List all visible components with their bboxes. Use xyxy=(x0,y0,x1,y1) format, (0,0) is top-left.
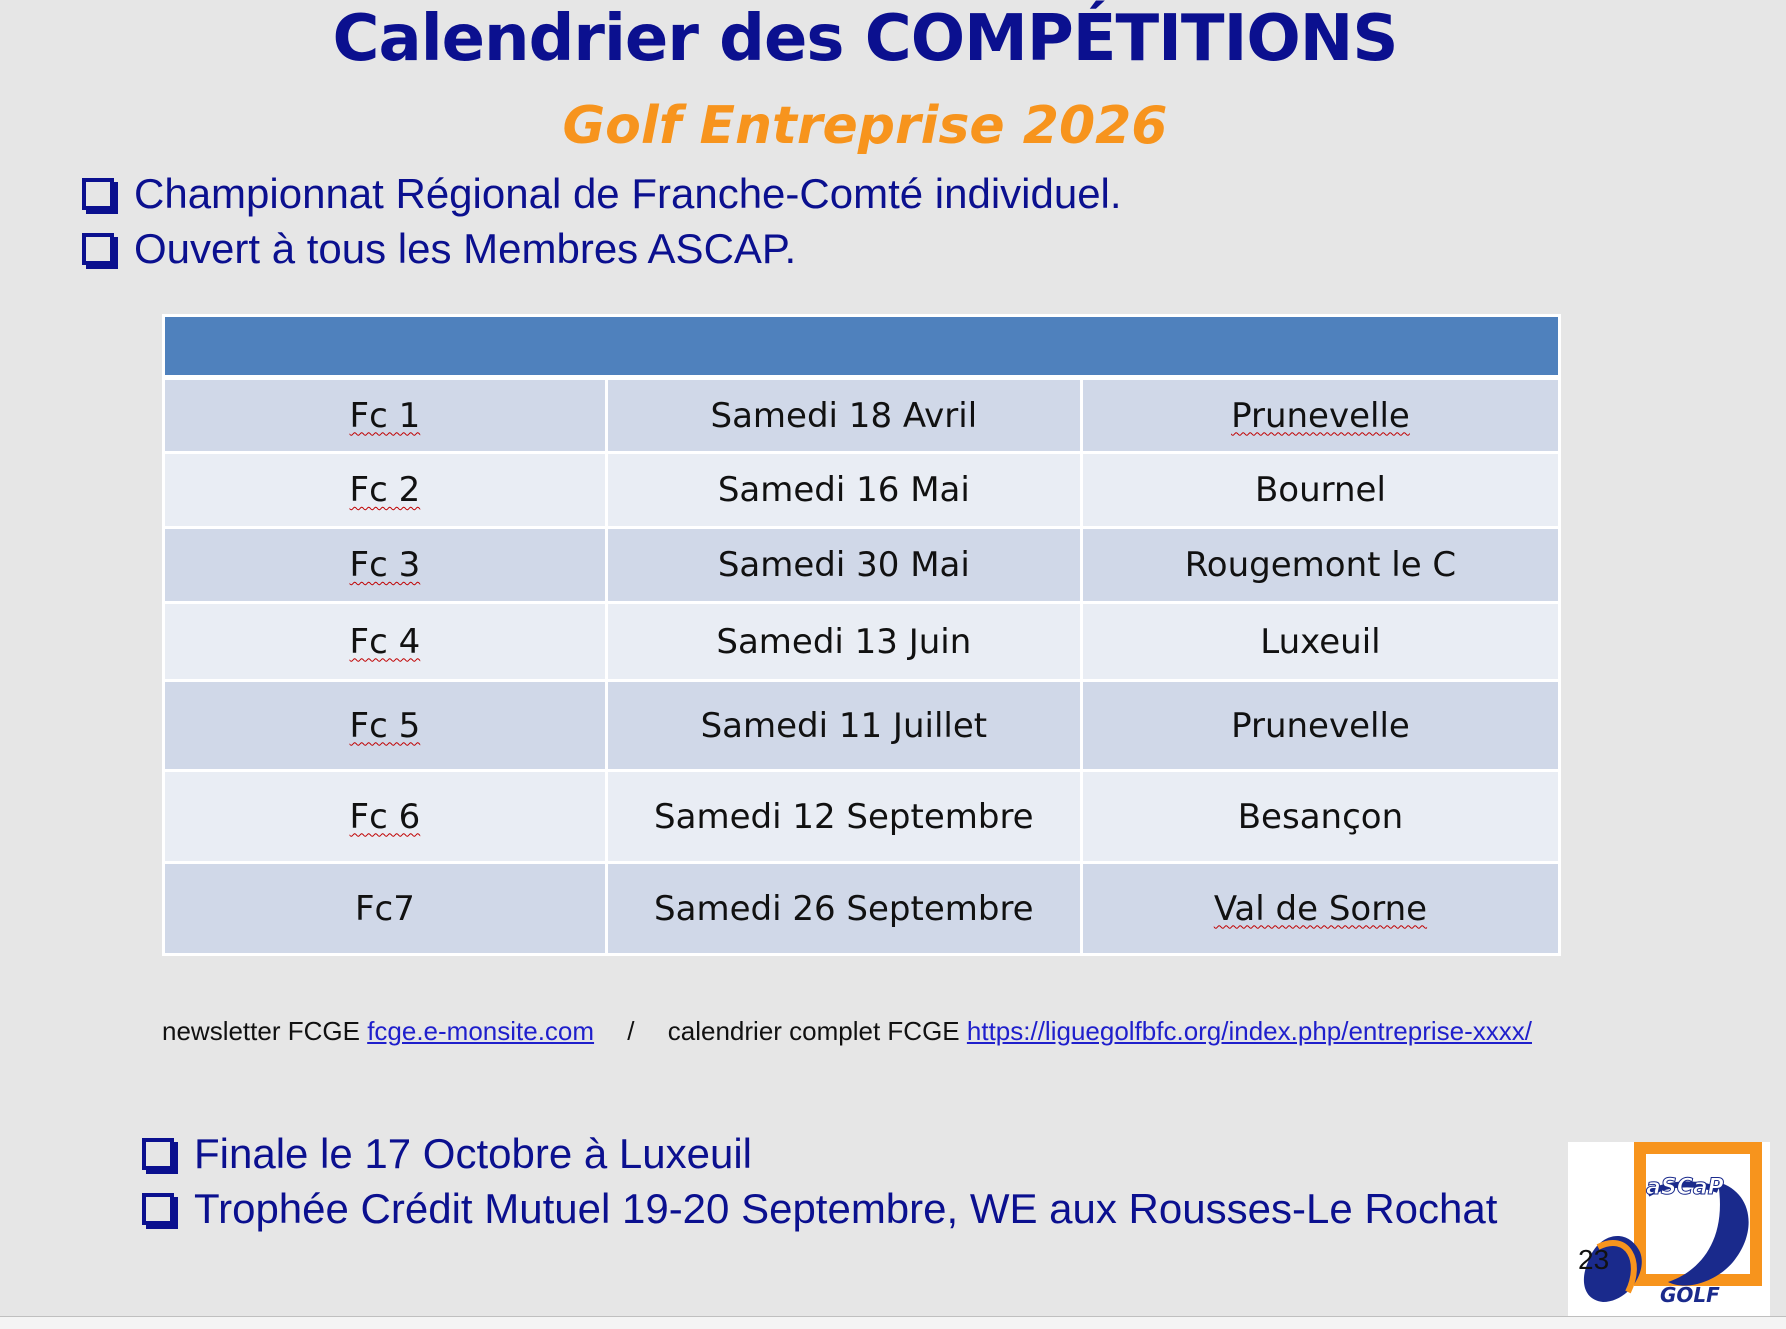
intro-bullet-list xyxy=(82,166,1122,276)
event-id-cell: Fc7 xyxy=(164,863,607,955)
table-row xyxy=(164,378,1560,453)
bullet-item xyxy=(142,1181,1497,1236)
date-cell: Samedi 12 Septembre xyxy=(606,771,1081,863)
newsletter-link[interactable]: fcge.e-monsite.com xyxy=(367,1016,595,1046)
event-id-cell: Fc 3 xyxy=(164,528,607,603)
bullet-text: Championnat Régional de Franche-Comté individuel. xyxy=(134,169,1122,217)
table-row xyxy=(164,863,1560,955)
logo-top-text: aSCaP xyxy=(1646,1175,1724,1200)
bottom-edge xyxy=(0,1316,1786,1329)
bullet-item xyxy=(142,1126,1497,1181)
bullet-text: Ouvert à tous les Membres ASCAP. xyxy=(134,224,797,272)
bullet-item xyxy=(82,166,1122,221)
bullet-item xyxy=(82,221,1122,276)
links-separator: / xyxy=(627,1016,635,1046)
logo-graphic xyxy=(1568,1142,1770,1316)
bullet-text: Finale le 17 Octobre à Luxeuil xyxy=(194,1129,752,1177)
venue-cell: Val de Sorne xyxy=(1081,863,1559,955)
date-cell: Samedi 26 Septembre xyxy=(606,863,1081,955)
event-id-cell: Fc 4 xyxy=(164,603,607,681)
event-id-cell: Fc 2 xyxy=(164,453,607,528)
venue-cell: Bournel xyxy=(1081,453,1559,528)
links-line xyxy=(162,1016,1532,1047)
newsletter-label: newsletter FCGE xyxy=(162,1016,360,1046)
table-header-row xyxy=(164,316,1560,378)
checkbox-bullet-icon xyxy=(142,1193,174,1225)
table-row xyxy=(164,528,1560,603)
venue-cell: Prunevelle xyxy=(1081,681,1559,771)
venue-cell: Besançon xyxy=(1081,771,1559,863)
venue-cell: Luxeuil xyxy=(1081,603,1559,681)
table-row xyxy=(164,681,1560,771)
table-row xyxy=(164,771,1560,863)
page-number: 23 xyxy=(1578,1244,1610,1275)
date-cell: Samedi 18 Avril xyxy=(606,378,1081,453)
calendar-label: calendrier complet FCGE xyxy=(667,1016,960,1046)
event-id-cell: Fc 1 xyxy=(164,378,607,453)
bullet-text: Trophée Crédit Mutuel 19-20 Septembre, WE aux Rousses-Le Rochat xyxy=(194,1184,1498,1232)
venue-cell: Rougemont le C xyxy=(1081,528,1559,603)
date-cell: Samedi 16 Mai xyxy=(606,453,1081,528)
date-cell: Samedi 13 Juin xyxy=(606,603,1081,681)
table-row xyxy=(164,453,1560,528)
bottom-bullet-list xyxy=(142,1126,1497,1236)
venue-cell: Prunevelle xyxy=(1081,378,1559,453)
ascap-golf-logo xyxy=(1568,1142,1770,1316)
event-id-cell: Fc 6 xyxy=(164,771,607,863)
calendar-link[interactable]: https://liguegolfbfc.org/index.php/entreprise-xxxx/ xyxy=(966,1016,1532,1046)
logo-bottom-text: GOLF xyxy=(1660,1283,1720,1307)
date-cell: Samedi 11 Juillet xyxy=(606,681,1081,771)
table-row xyxy=(164,603,1560,681)
checkbox-bullet-icon xyxy=(142,1138,174,1170)
event-id-cell: Fc 5 xyxy=(164,681,607,771)
page-subtitle: Golf Entreprise 2026 xyxy=(562,96,1168,156)
page-title: Calendrier des COMPÉTITIONS xyxy=(332,2,1398,76)
checkbox-bullet-icon xyxy=(82,233,114,265)
checkbox-bullet-icon xyxy=(82,178,114,210)
competition-table xyxy=(162,314,1561,956)
table-header-cell xyxy=(164,316,1560,378)
date-cell: Samedi 30 Mai xyxy=(606,528,1081,603)
